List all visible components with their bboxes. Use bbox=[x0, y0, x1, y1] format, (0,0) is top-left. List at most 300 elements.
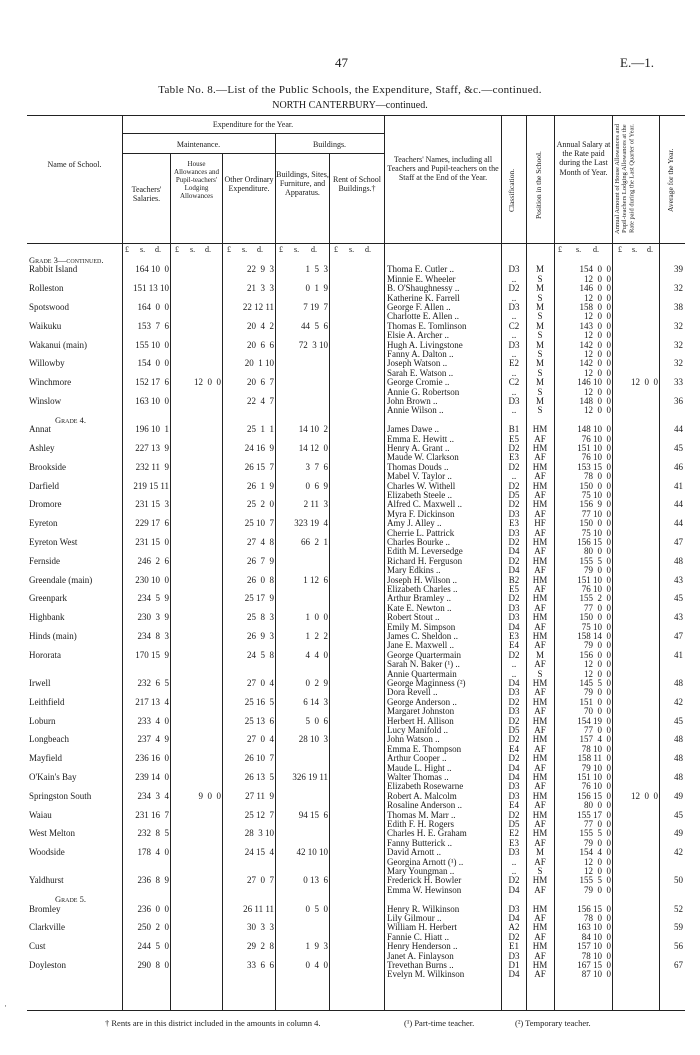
teacher-name: Myra F. Dickinson bbox=[387, 508, 455, 519]
teachers-salaries: 290 8 0 bbox=[137, 960, 169, 970]
buildings-expenditure: 1 5 3 bbox=[305, 264, 328, 275]
teacher-name: Thomas M. Marr .. bbox=[387, 809, 456, 820]
teacher-name: Henry A. Grant .. bbox=[387, 443, 450, 453]
expenditure-rule bbox=[122, 133, 384, 134]
average-attendance: 48 bbox=[674, 678, 683, 688]
annual-salary: 12 0 0 bbox=[584, 367, 611, 378]
annual-salary: 155 5 0 bbox=[579, 555, 611, 566]
average-attendance: 38 bbox=[674, 302, 683, 312]
annual-salary: 157 10 0 bbox=[577, 941, 611, 952]
teachers-salaries: 219 15 11 bbox=[133, 480, 169, 491]
annual-salary: 154 0 0 bbox=[579, 264, 611, 275]
other-expenditure: 27 0 4 bbox=[247, 734, 274, 745]
teachers-salaries: 230 3 9 bbox=[137, 612, 169, 623]
other-expenditure: 29 2 8 bbox=[247, 941, 274, 952]
position: HM bbox=[532, 828, 548, 839]
buildings-expenditure: 0 6 9 bbox=[305, 480, 328, 491]
buildings-expenditure: 7 19 7 bbox=[303, 302, 328, 312]
annual-salary: 167 15 0 bbox=[577, 960, 611, 970]
average-attendance: 41 bbox=[674, 649, 683, 660]
other-expenditure: 33 6 6 bbox=[247, 960, 274, 970]
position: HF bbox=[534, 518, 546, 529]
position: HM bbox=[532, 753, 548, 764]
other-expenditure: 26 13 5 bbox=[244, 772, 274, 782]
position: AF bbox=[534, 490, 546, 500]
classification: E5 bbox=[509, 584, 519, 594]
classification: D3 bbox=[508, 781, 520, 792]
teacher-name: Elizabeth Charles .. bbox=[387, 584, 458, 594]
teachers-salaries: 234 5 9 bbox=[137, 593, 169, 604]
other-expenditure: 26 1 9 bbox=[247, 480, 274, 491]
classification: E3 bbox=[509, 518, 519, 529]
teacher-name: Alfred C. Maxwell .. bbox=[387, 499, 462, 510]
annual-salary: 150 0 0 bbox=[579, 518, 611, 529]
teacher-name: John Watson .. bbox=[387, 734, 440, 745]
other-expenditure: 26 15 7 bbox=[244, 461, 274, 472]
annual-salary: 79 0 0 bbox=[584, 565, 611, 576]
other-expenditure: 25 2 0 bbox=[247, 499, 274, 510]
teacher-name: Minnie E. Wheeler bbox=[387, 273, 456, 284]
teachers-salaries: 244 5 0 bbox=[137, 941, 169, 952]
lsd-label: d. bbox=[365, 245, 371, 254]
teacher-name: Henry Henderson .. bbox=[387, 941, 458, 952]
teacher-name: George Cromie .. bbox=[387, 377, 450, 388]
school-name: Doyleston bbox=[29, 960, 66, 970]
teacher-name: Arthur Cooper .. bbox=[387, 753, 447, 764]
classification: D3 bbox=[508, 903, 520, 914]
teacher-name: Edith F. H. Rogers bbox=[387, 819, 455, 829]
position: HM bbox=[532, 461, 548, 472]
annual-salary: 146 10 0 bbox=[577, 377, 611, 388]
classification: D4 bbox=[508, 762, 520, 773]
teachers-salaries: 217 13 4 bbox=[135, 696, 169, 707]
annual-salary: 78 10 0 bbox=[581, 743, 611, 754]
teacher-name: Lucy Manifold .. bbox=[387, 725, 448, 735]
header-buildings-sites: Buildings, Sites, Furniture, and Apparatus. bbox=[276, 170, 329, 198]
classification: D2 bbox=[508, 875, 520, 886]
position: S bbox=[537, 668, 543, 679]
school-name: Longbeach bbox=[29, 734, 69, 745]
annual-salary: 79 0 0 bbox=[584, 884, 611, 895]
header-top-rule bbox=[27, 115, 685, 116]
teacher-name: George Quartermain bbox=[387, 649, 462, 660]
school-name: Rabbit Island bbox=[29, 264, 78, 275]
position: AF bbox=[534, 706, 546, 717]
position: AF bbox=[534, 659, 546, 670]
position: S bbox=[537, 330, 543, 341]
teacher-name: Evelyn M. Wilkinson bbox=[387, 969, 465, 980]
teacher-name: Sarah E. Watson .. bbox=[387, 367, 454, 378]
position: AF bbox=[534, 950, 546, 961]
position: S bbox=[537, 349, 543, 359]
header-annual-house: Annual Amount of House Allowances and Pupil-teachers Lodging Allowances at the Rate paid during the Last Quarter of Year. bbox=[614, 124, 636, 234]
position: AF bbox=[534, 621, 546, 632]
classification: D3 bbox=[508, 264, 520, 275]
teachers-salaries: 231 16 7 bbox=[135, 809, 169, 820]
classification: D3 bbox=[508, 687, 520, 698]
position: HM bbox=[532, 443, 548, 453]
classification: .. bbox=[511, 471, 517, 482]
other-expenditure: 27 0 7 bbox=[247, 875, 274, 886]
position: AF bbox=[534, 602, 546, 613]
teachers-salaries: 237 4 9 bbox=[137, 734, 169, 745]
school-name: West Melton bbox=[29, 828, 76, 839]
average-attendance: 32 bbox=[674, 339, 683, 350]
average-attendance: 48 bbox=[674, 772, 683, 782]
position: S bbox=[537, 367, 543, 378]
school-name: Brookside bbox=[29, 461, 66, 472]
teacher-name: Charlotte E. Allen .. bbox=[387, 311, 459, 322]
buildings-expenditure: 1 0 0 bbox=[305, 612, 328, 623]
lsd-label: £ bbox=[279, 245, 283, 254]
position: HM bbox=[532, 875, 548, 886]
schools-table bbox=[27, 115, 685, 1010]
annual-salary: 12 0 0 bbox=[584, 668, 611, 679]
teachers-salaries: 196 10 1 bbox=[135, 424, 169, 435]
teachers-salaries: 246 2 6 bbox=[137, 555, 169, 566]
col-rule bbox=[501, 115, 502, 1010]
buildings-expenditure: 94 15 6 bbox=[298, 809, 328, 820]
other-expenditure: 24 16 9 bbox=[244, 443, 274, 453]
classification: D3 bbox=[508, 612, 520, 623]
teachers-salaries: 233 4 0 bbox=[137, 715, 169, 726]
header-salary: Annual Salary at the Rate paid during the Last Month of Year. bbox=[556, 140, 611, 177]
other-expenditure: 22 9 3 bbox=[247, 264, 274, 275]
classification: .. bbox=[511, 311, 517, 322]
annual-house-allowance: 12 0 0 bbox=[631, 377, 658, 388]
classification: D2 bbox=[508, 443, 520, 453]
annual-salary: 12 0 0 bbox=[584, 866, 611, 876]
classification: D2 bbox=[508, 649, 520, 660]
school-name: Loburn bbox=[29, 715, 56, 726]
classification: D1 bbox=[508, 960, 520, 970]
position: HM bbox=[532, 499, 548, 510]
position: AF bbox=[534, 913, 546, 923]
other-expenditure: 28 3 10 bbox=[244, 828, 274, 839]
other-expenditure: 25 13 6 bbox=[244, 715, 274, 726]
annual-salary: 77 10 0 bbox=[581, 508, 611, 519]
classification: D3 bbox=[508, 790, 520, 801]
position: HM bbox=[532, 734, 548, 745]
position: HM bbox=[532, 696, 548, 707]
classification: .. bbox=[511, 367, 517, 378]
other-expenditure: 26 10 7 bbox=[244, 753, 274, 764]
annual-salary: 157 4 0 bbox=[579, 734, 611, 745]
annual-salary: 150 0 0 bbox=[579, 480, 611, 491]
teachers-salaries: 164 0 0 bbox=[137, 302, 169, 312]
classification: D3 bbox=[508, 527, 520, 538]
other-expenditure: 25 1 1 bbox=[247, 424, 274, 435]
school-name: Waiau bbox=[29, 809, 52, 820]
teachers-salaries: 153 7 6 bbox=[137, 320, 169, 331]
teachers-salaries: 170 15 9 bbox=[135, 649, 169, 660]
classification: E4 bbox=[509, 800, 519, 811]
annual-salary: 87 10 0 bbox=[581, 969, 611, 980]
average-attendance: 59 bbox=[674, 922, 683, 933]
annual-salary: 78 0 0 bbox=[584, 471, 611, 482]
teachers-salaries: 152 17 6 bbox=[135, 377, 169, 388]
buildings-expenditure: 28 10 3 bbox=[298, 734, 328, 745]
school-name: Dromore bbox=[29, 499, 62, 510]
school-name: Hinds (main) bbox=[29, 631, 77, 641]
position: M bbox=[535, 302, 544, 312]
teachers-salaries: 236 0 0 bbox=[137, 903, 169, 914]
annual-salary: 142 0 0 bbox=[579, 339, 611, 350]
school-name: Winslow bbox=[29, 396, 62, 406]
average-attendance: 42 bbox=[674, 696, 683, 707]
classification: .. bbox=[511, 866, 517, 876]
teachers-salaries: 231 15 0 bbox=[135, 537, 169, 547]
classification: .. bbox=[511, 659, 517, 670]
other-expenditure: 27 11 9 bbox=[245, 790, 274, 801]
teacher-name: Emily M. Simpson bbox=[387, 621, 456, 632]
classification: D2 bbox=[508, 715, 520, 726]
classification: E5 bbox=[509, 433, 519, 444]
teachers-salaries: 154 0 0 bbox=[137, 358, 169, 369]
teacher-name: Henry R. Wilkinson bbox=[387, 903, 460, 914]
classification: .. bbox=[511, 349, 517, 359]
teachers-salaries: 236 8 9 bbox=[137, 875, 169, 886]
classification: .. bbox=[511, 668, 517, 679]
annual-salary: 154 4 0 bbox=[579, 847, 611, 858]
position: HM bbox=[532, 537, 548, 547]
classification: D3 bbox=[508, 302, 520, 312]
annual-salary: 163 10 0 bbox=[577, 922, 611, 933]
buildings-expenditure: 0 13 6 bbox=[303, 875, 328, 886]
teacher-name: Emma W. Hewinson bbox=[387, 884, 462, 895]
position: M bbox=[535, 649, 544, 660]
average-attendance: 49 bbox=[674, 790, 683, 801]
annual-salary: 79 0 0 bbox=[584, 640, 611, 651]
teacher-name: Annie Wilson .. bbox=[387, 405, 444, 416]
house-allowance: 9 0 0 bbox=[198, 790, 221, 801]
teacher-name: Thomas E. Tomlinson bbox=[387, 320, 467, 331]
other-expenditure: 26 0 8 bbox=[247, 574, 274, 585]
classification: E3 bbox=[509, 452, 519, 463]
lsd-label: £ bbox=[558, 245, 562, 254]
school-name: O'Kain's Bay bbox=[29, 772, 77, 782]
other-expenditure: 26 11 11 bbox=[243, 903, 274, 914]
teachers-salaries: 164 10 0 bbox=[135, 264, 169, 275]
header-buildings: Buildings. bbox=[312, 140, 347, 149]
position: AF bbox=[534, 640, 546, 651]
teacher-name: George Anderson .. bbox=[387, 696, 457, 707]
annual-salary: 80 0 0 bbox=[584, 546, 611, 557]
classification: D4 bbox=[508, 913, 520, 923]
school-name: Darfield bbox=[29, 480, 59, 491]
teacher-name: George F. Allen .. bbox=[387, 302, 451, 312]
teachers-salaries: 232 6 5 bbox=[137, 678, 169, 688]
page-code: E.—1. bbox=[620, 55, 654, 70]
classification: .. bbox=[511, 856, 517, 867]
annual-salary: 12 0 0 bbox=[584, 292, 611, 303]
lsd-label: d. bbox=[257, 245, 263, 254]
teacher-name: Emma E. Thompson bbox=[387, 743, 462, 754]
annual-salary: 70 0 0 bbox=[584, 706, 611, 717]
table-subtitle: NORTH CANTERBURY—continued. bbox=[272, 100, 428, 111]
annual-salary: 151 10 0 bbox=[577, 772, 611, 782]
grade-label: Grade 5. bbox=[55, 894, 86, 905]
position: M bbox=[535, 396, 544, 406]
annual-salary: 156 15 0 bbox=[577, 790, 611, 801]
grade-label: Grade 3—continued. bbox=[29, 255, 104, 265]
average-attendance: 45 bbox=[674, 715, 683, 726]
classification: E2 bbox=[509, 358, 519, 369]
annual-salary: 151 0 0 bbox=[579, 696, 611, 707]
buildings-expenditure: 5 0 6 bbox=[305, 715, 328, 726]
annual-salary: 12 0 0 bbox=[584, 273, 611, 284]
teachers-salaries: 155 10 0 bbox=[135, 339, 169, 350]
position: AF bbox=[534, 725, 546, 735]
teacher-name: Margaret Johnston bbox=[387, 706, 455, 717]
position: AF bbox=[534, 527, 546, 538]
annual-salary: 84 10 0 bbox=[581, 931, 611, 942]
teacher-name: Georgina Arnott (¹) .. bbox=[387, 856, 464, 867]
position: AF bbox=[534, 856, 546, 867]
lsd-label: £ bbox=[618, 245, 622, 254]
average-attendance: 45 bbox=[674, 809, 683, 820]
teacher-name: Charles H. E. Graham bbox=[387, 828, 467, 839]
position: HM bbox=[532, 555, 548, 566]
table-bottom-rule bbox=[27, 1010, 685, 1011]
header-school: Name of School. bbox=[47, 160, 102, 169]
annual-salary: 155 17 0 bbox=[577, 809, 611, 820]
school-name: Spotswood bbox=[29, 302, 70, 312]
other-expenditure: 22 4 7 bbox=[247, 396, 274, 406]
classification: D4 bbox=[508, 546, 520, 557]
position: AF bbox=[534, 508, 546, 519]
header-teachers-salaries: Teachers' Salaries. bbox=[131, 185, 162, 204]
annual-salary: 150 0 0 bbox=[579, 612, 611, 623]
other-expenditure: 27 4 8 bbox=[247, 537, 274, 547]
classification: D2 bbox=[508, 480, 520, 491]
position: S bbox=[537, 866, 543, 876]
other-expenditure: 20 6 7 bbox=[247, 377, 274, 388]
classification: E3 bbox=[509, 631, 519, 641]
average-attendance: 56 bbox=[674, 941, 683, 952]
teacher-name: James Dawe .. bbox=[387, 424, 439, 435]
annual-salary: 79 0 0 bbox=[584, 837, 611, 848]
position: HM bbox=[532, 922, 548, 933]
teacher-name: Richard H. Ferguson bbox=[387, 555, 463, 566]
position: HM bbox=[532, 809, 548, 820]
school-name: Willowby bbox=[29, 358, 65, 369]
classification: D3 bbox=[508, 706, 520, 717]
teacher-name: Elizabeth Rosewarne bbox=[387, 781, 464, 792]
other-expenditure: 21 3 3 bbox=[247, 283, 274, 294]
classification: D2 bbox=[508, 537, 520, 547]
average-attendance: 48 bbox=[674, 753, 683, 764]
school-name: Irwell bbox=[29, 678, 51, 688]
teacher-name: Katherine K. Farrell bbox=[387, 292, 460, 303]
position: HM bbox=[532, 631, 548, 641]
teacher-name: Elsie A. Archer .. bbox=[387, 330, 449, 341]
annual-salary: 156 15 0 bbox=[577, 903, 611, 914]
teacher-name: Fannie C. Hiatt .. bbox=[387, 931, 449, 942]
footnote-rents: † Rents are in this district included in the amounts in column 4. bbox=[105, 1018, 321, 1028]
annual-salary: 76 10 0 bbox=[581, 433, 611, 444]
teacher-name: Thoma E. Cutler .. bbox=[387, 264, 454, 275]
classification: .. bbox=[511, 292, 517, 303]
teacher-name: Cherrie L. Pattrick bbox=[387, 527, 455, 538]
teacher-name: Jane E. Maxwell .. bbox=[387, 640, 454, 651]
teacher-name: Fanny A. Dalton .. bbox=[387, 349, 454, 359]
annual-salary: 142 0 0 bbox=[579, 358, 611, 369]
lsd-label: d. bbox=[593, 245, 599, 254]
average-attendance: 32 bbox=[674, 358, 683, 369]
annual-salary: 80 0 0 bbox=[584, 800, 611, 811]
position: HM bbox=[532, 960, 548, 970]
position: AF bbox=[534, 969, 546, 980]
classification: D3 bbox=[508, 339, 520, 350]
position: AF bbox=[534, 884, 546, 895]
school-name: Woodside bbox=[29, 847, 65, 858]
annual-salary: 148 10 0 bbox=[577, 424, 611, 435]
other-expenditure: 30 3 3 bbox=[247, 922, 274, 933]
footnote-part-time: (¹) Part-time teacher. bbox=[404, 1018, 475, 1028]
lsd-label: s. bbox=[294, 245, 300, 254]
teacher-name: George Maginness (²) bbox=[387, 678, 466, 688]
school-name: Bromley bbox=[29, 903, 61, 914]
teacher-name: Joseph H. Wilson .. bbox=[387, 574, 457, 585]
position: HM bbox=[532, 593, 548, 604]
average-attendance: 32 bbox=[674, 283, 683, 294]
position: AF bbox=[534, 471, 546, 482]
annual-salary: 77 0 0 bbox=[584, 819, 611, 829]
position: AF bbox=[534, 837, 546, 848]
annual-salary: 155 5 0 bbox=[579, 875, 611, 886]
teachers-salaries: 250 2 0 bbox=[137, 922, 169, 933]
classification: C2 bbox=[508, 320, 520, 331]
classification: D3 bbox=[508, 950, 520, 961]
annual-salary: 156 15 0 bbox=[577, 537, 611, 547]
teachers-salaries: 178 4 0 bbox=[137, 847, 169, 858]
teacher-name: Robert Stout .. bbox=[387, 612, 440, 623]
position: S bbox=[537, 311, 543, 322]
teacher-name: Thomas Douds .. bbox=[387, 461, 449, 472]
teacher-name: Elizabeth Steele .. bbox=[387, 490, 452, 500]
annual-salary: 156 0 0 bbox=[579, 649, 611, 660]
classification: D4 bbox=[508, 884, 520, 895]
teacher-name: Annie Quartermain bbox=[387, 668, 457, 679]
annual-salary: 78 0 0 bbox=[584, 913, 611, 923]
buildings-expenditure: 42 10 10 bbox=[296, 847, 328, 858]
other-expenditure: 22 12 11 bbox=[242, 302, 274, 312]
classification: D2 bbox=[508, 555, 520, 566]
table-title: Table No. 8.—List of the Public Schools, the Expenditure, Staff, &c.—continued. bbox=[158, 84, 542, 96]
annual-salary: 154 19 0 bbox=[577, 715, 611, 726]
classification: D3 bbox=[508, 602, 520, 613]
lsd-label: £ bbox=[175, 245, 179, 254]
teacher-name: B. O'Shaughnessy .. bbox=[387, 283, 460, 294]
buildings-expenditure: 0 5 0 bbox=[305, 903, 328, 914]
classification: D4 bbox=[508, 772, 520, 782]
teachers-salaries: 232 8 5 bbox=[137, 828, 169, 839]
position: AF bbox=[534, 452, 546, 463]
other-expenditure: 25 16 5 bbox=[244, 696, 274, 707]
teacher-name: Fanny Butterick .. bbox=[387, 837, 452, 848]
buildings-expenditure: 66 2 1 bbox=[301, 537, 328, 547]
teacher-name: Mabel V. Taylor .. bbox=[387, 471, 452, 482]
annual-salary: 75 10 0 bbox=[581, 527, 611, 538]
position: M bbox=[535, 283, 544, 294]
teacher-name: William H. Herbert bbox=[387, 922, 457, 933]
teacher-name: Mary Youngman .. bbox=[387, 866, 455, 876]
classification: A2 bbox=[508, 922, 520, 933]
other-expenditure: 24 5 8 bbox=[247, 649, 274, 660]
lsd-label: d. bbox=[647, 245, 653, 254]
lsd-label: s. bbox=[242, 245, 248, 254]
